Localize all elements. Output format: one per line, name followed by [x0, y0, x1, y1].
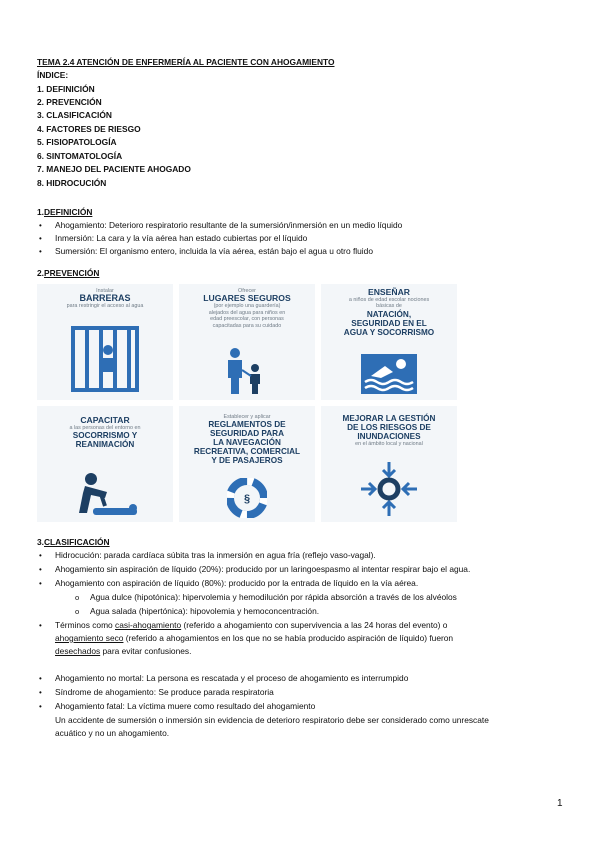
cpr-icon — [73, 472, 139, 516]
index-item: 5. FISIOPATOLOGÍA — [37, 137, 117, 147]
bullet-icon: • — [39, 674, 42, 683]
lifebuoy-icon — [227, 478, 267, 518]
fence-icon — [70, 324, 140, 394]
index-item: 3. CLASIFICACIÓN — [37, 110, 112, 120]
section-heading — [37, 268, 99, 279]
prevention-infographic — [37, 284, 457, 524]
outcome-item: Ahogamiento fatal: La víctima muere como resultado del ahogamiento — [55, 701, 316, 711]
flood-management-icon — [359, 460, 419, 518]
index-item: 7. MANEJO DEL PACIENTE AHOGADO — [37, 164, 191, 174]
cell-small-text: a niños de edad escolar nociones básicas de — [348, 297, 430, 310]
terms-text: Términos como — [55, 620, 116, 630]
section-heading — [37, 207, 92, 218]
infographic-cell-ensenar — [321, 284, 457, 400]
index-label: ÍNDICE: — [37, 70, 69, 80]
page-number: 1 — [557, 798, 563, 809]
bullet-icon: • — [39, 579, 42, 588]
bullet-icon: • — [39, 702, 42, 711]
bullet-icon: • — [39, 565, 42, 574]
definition-item: Sumersión: El organismo entero, incluida la vía aérea, están bajo el agua u otro fluido — [55, 246, 373, 256]
cell-big-text: LUGARES SEGUROS — [203, 293, 291, 304]
terms-line-2 — [55, 633, 453, 644]
definition-item: Ahogamiento: Deterioro respiratorio resultante de la sumersión/inmersión en un medio líquido — [55, 220, 403, 230]
cell-big-text: MEJORAR LA GESTIÓN DE LOS RIESGOS DE INUNDACIONES — [342, 414, 436, 441]
document-title: TEMA 2.4 ATENCIÓN DE ENFERMERÍA AL PACIENTE CON AHOGAMIENTO — [37, 57, 335, 67]
infographic-cell-gestion — [321, 406, 457, 522]
infographic-cell-barreras — [37, 284, 173, 400]
cell-small-text: Ofrecer — [238, 288, 256, 294]
note-text: Un accidente de sumersión o inmersión sin evidencia de deterioro respiratorio debe ser considerado como unrescate — [55, 715, 489, 725]
sub-bullet-icon: o — [75, 607, 80, 616]
classification-item: Hidrocución: parada cardíaca súbita tras la inmersión en agua fría (reflejo vaso-vagal). — [55, 550, 376, 560]
terms-text: (referido a ahogamiento con supervivencia a las 24 horas del evento) o — [181, 620, 448, 630]
classification-item: Ahogamiento sin aspiración de líquido (20%): producido por un laringoespasmo al intentar respirar bajo el agua. — [55, 564, 471, 574]
bullet-icon: • — [39, 247, 42, 256]
bullet-icon: • — [39, 551, 42, 560]
section-title: CLASIFICACIÓN — [44, 537, 110, 547]
index-item: 4. FACTORES DE RIESGO — [37, 124, 141, 134]
terms-text: para evitar confusiones. — [100, 646, 192, 656]
terms-line-1 — [55, 620, 447, 631]
section-heading — [37, 537, 110, 548]
section-number: 3. — [37, 537, 44, 547]
cell-small-text: para restringir el acceso al agua — [66, 303, 144, 310]
index-item: 2. PREVENCIÓN — [37, 97, 102, 107]
cell-small-text: Instalar — [96, 288, 114, 294]
cell-small-text: en el ámbito local y nacional — [355, 441, 423, 447]
cell-small-text: a las personas del entorno en — [69, 425, 141, 431]
swimmer-icon — [361, 354, 417, 394]
infographic-cell-lugares — [179, 284, 315, 400]
terms-text: (referido a ahogamientos en los que no se había producido aspiración de líquido) fueron — [123, 633, 454, 643]
classification-subitem: Agua dulce (hipotónica): hipervolemia y hemodilución por rápida absorción a través de los alvéolos — [90, 592, 457, 602]
sub-bullet-icon: o — [75, 593, 80, 602]
terms-underlined: ahogamiento seco — [55, 633, 124, 643]
bullet-icon: • — [39, 234, 42, 243]
cell-big-text: SOCORRISMO Y REANIMACIÓN — [72, 431, 138, 450]
section-number: 2. — [37, 268, 44, 278]
terms-underlined: desechados — [55, 646, 101, 656]
infographic-cell-capacitar — [37, 406, 173, 522]
definition-item: Inmersión: La cara y la vía aérea han estado cubiertas por el líquido — [55, 233, 308, 243]
outcome-item: Ahogamiento no mortal: La persona es rescatada y el proceso de ahogamiento es interrumpido — [55, 673, 409, 683]
index-item: 1. DEFINICIÓN — [37, 84, 95, 94]
terms-line-3 — [55, 646, 191, 657]
cell-big-text: BARRERAS — [79, 293, 131, 304]
note-text: acuático y no un ahogamiento. — [55, 728, 170, 738]
cell-small-text: (por ejemplo una guardería) alejados del agua para niños en edad preescolar, con personas capacitadas para su cuidado — [208, 303, 286, 329]
cell-big-text: ENSEÑAR — [367, 287, 411, 297]
cell-big-text: NATACIÓN, SEGURIDAD EN EL AGUA Y SOCORRISMO — [343, 309, 435, 337]
cell-big-text: CAPACITAR — [80, 415, 130, 425]
section-title: PREVENCIÓN — [44, 268, 100, 278]
classification-item: Ahogamiento con aspiración de líquido (80%): producido por la entrada de líquido en la vía aérea. — [55, 578, 419, 588]
infographic-cell-reglamentos — [179, 406, 315, 522]
section-number: 1. — [37, 207, 44, 217]
bullet-icon: • — [39, 688, 42, 697]
terms-underlined: casi-ahogamiento — [115, 620, 182, 630]
outcome-item: Síndrome de ahogamiento: Se produce parada respiratoria — [55, 687, 274, 697]
section-title: DEFINICIÓN — [44, 207, 93, 217]
cell-small-text: Establecer y aplicar — [223, 414, 271, 420]
svg-text:§: § — [243, 493, 251, 505]
bullet-icon: • — [39, 221, 42, 230]
classification-subitem: Agua salada (hipertónica): hipovolemia y hemoconcentración. — [90, 606, 320, 616]
index-item: 8. HIDROCUCIÓN — [37, 178, 107, 188]
cell-big-text: REGLAMENTOS DE SEGURIDAD PARA LA NAVEGACIÓN RECREATIVA, COMERCIAL Y DE PASAJEROS — [193, 420, 301, 466]
index-item: 6. SINTOMATOLOGÍA — [37, 151, 123, 161]
bullet-icon: • — [39, 621, 42, 630]
adult-child-icon — [221, 348, 273, 396]
